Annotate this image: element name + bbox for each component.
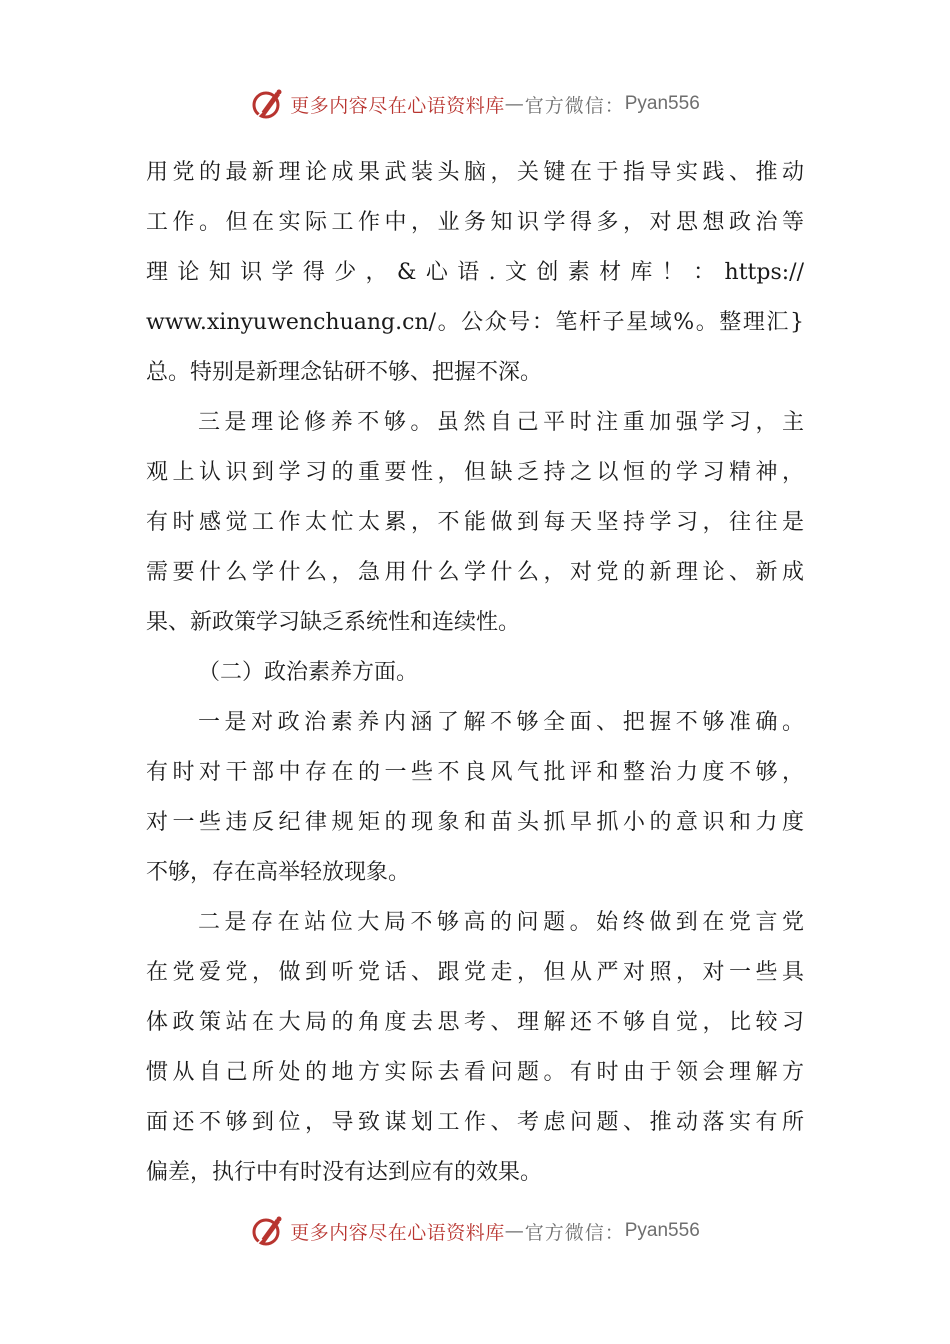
text-line: 不够，存在高举轻放现象。 bbox=[146, 860, 411, 885]
text-line: 果、新政策学习缺乏系统性和连续性。 bbox=[146, 610, 521, 635]
section-heading: （二）政治素养方面。 bbox=[198, 660, 419, 685]
banner-wechat-label: 官方微信： bbox=[524, 94, 625, 117]
banner-title: 更多内容尽在心语资料库 bbox=[290, 1221, 505, 1244]
text-line: 在党爱党，做到听党话、跟党走，但从严对照，对一些具 bbox=[146, 960, 804, 985]
text-line: 工作。但在实际工作中，业务知识学得多，对思想政治等 bbox=[146, 210, 804, 235]
banner-wechat-id: Pyan556 bbox=[624, 1220, 700, 1241]
text-line: 惯从自己所处的地方实际去看问题。有时由于领会理解方 bbox=[146, 1060, 804, 1085]
text-line: 需要什么学什么，急用什么学什么，对党的新理论、新成 bbox=[146, 560, 804, 585]
text-line: www.xinyuwenchuang.cn/。公众号：笔杆子星域%。整理汇} bbox=[146, 310, 804, 335]
text-line: 有时感觉工作太忙太累，不能做到每天坚持学习，往往是 bbox=[146, 510, 804, 535]
text-line: 二是存在站位大局不够高的问题。始终做到在党言党 bbox=[198, 910, 804, 935]
footer-banner bbox=[0, 1211, 950, 1251]
banner-wechat-label: 官方微信： bbox=[524, 1221, 625, 1244]
header-banner bbox=[0, 84, 950, 124]
banner-wechat-id: Pyan556 bbox=[624, 93, 700, 114]
banner-title: 更多内容尽在心语资料库 bbox=[290, 94, 505, 117]
pen-circle-logo-icon bbox=[250, 1213, 286, 1249]
banner-dash: — bbox=[504, 93, 525, 115]
text-line: 偏差，执行中有时没有达到应有的效果。 bbox=[146, 1160, 543, 1185]
text-line: 体政策站在大局的角度去思考、理解还不够自觉，比较习 bbox=[146, 1010, 804, 1035]
text-line: 用党的最新理论成果武装头脑，关键在于指导实践、推动 bbox=[146, 160, 804, 185]
banner-dash: — bbox=[504, 1220, 525, 1242]
text-line: 有时对干部中存在的一些不良风气批评和整治力度不够， bbox=[146, 760, 804, 785]
pen-circle-logo-icon bbox=[250, 86, 286, 122]
text-line: 一是对政治素养内涵了解不够全面、把握不够准确。 bbox=[198, 710, 804, 735]
text-line: 观上认识到学习的重要性，但缺乏持之以恒的学习精神， bbox=[146, 460, 804, 485]
text-line: 对一些违反纪律规矩的现象和苗头抓早抓小的意识和力度 bbox=[146, 810, 804, 835]
text-line: 理论知识学得少，&心语.文创素材库！：https:// bbox=[146, 260, 804, 285]
document-body bbox=[146, 148, 804, 1198]
text-line: 面还不够到位，导致谋划工作、考虑问题、推动落实有所 bbox=[146, 1110, 804, 1135]
text-line: 总。特别是新理念钻研不够、把握不深。 bbox=[146, 360, 543, 385]
text-line: 三是理论修养不够。虽然自己平时注重加强学习，主 bbox=[198, 410, 804, 435]
